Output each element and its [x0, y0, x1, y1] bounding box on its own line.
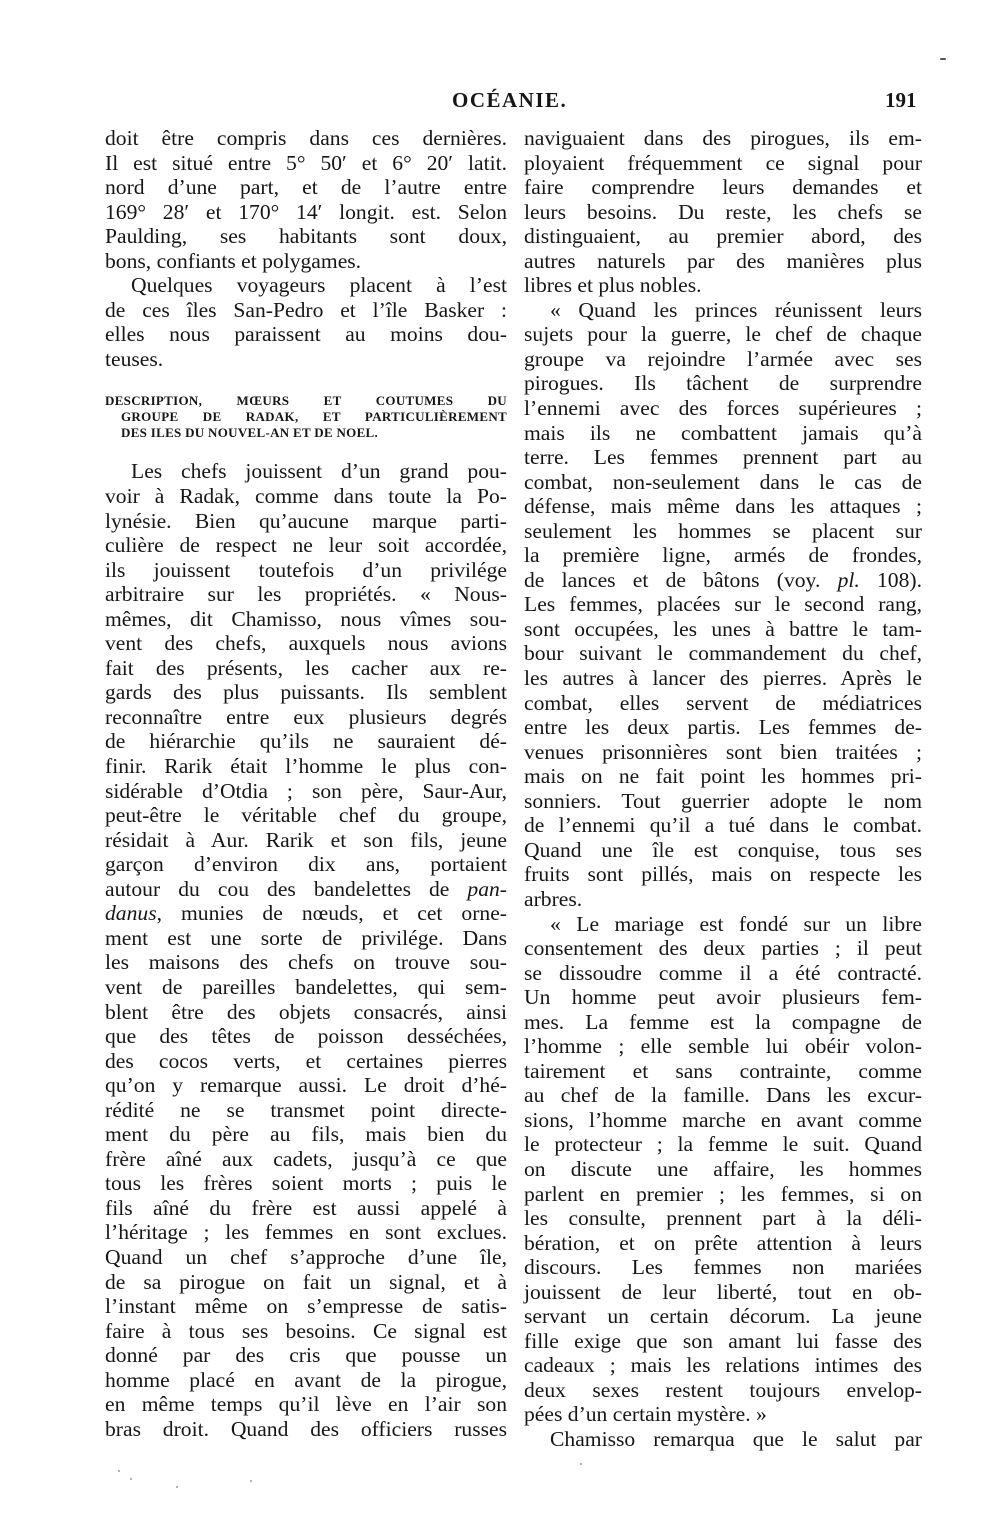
text-line: mes. La femme est la compagne de [524, 1009, 922, 1034]
text-line: résidait à Aur. Rarik et son fils, jeune [105, 827, 507, 852]
text-line: venues prisonnières sont bien traitées ; [524, 739, 922, 764]
text-line: vent de pareilles bandelettes, qui sem- [105, 974, 507, 999]
text-line: que des têtes de poisson desséchées, [105, 1024, 507, 1049]
text-line: l’ennemi avec des forces supérieures ; [524, 396, 922, 421]
text-line: doit être compris dans ces dernières. [105, 126, 507, 150]
text-line: pirogues. Ils tâchent de surprendre [524, 371, 922, 396]
text-line: pées d’un certain mystère. » [524, 1402, 767, 1427]
text-line: frère aîné aux cadets, jusqu’à ce que [105, 1146, 507, 1171]
text-line: fille exige que son amant lui fasse des [524, 1328, 922, 1353]
text-line: les consulte, prennent part à la déli- [524, 1206, 922, 1231]
text-line: discours. Les femmes non mariées [524, 1255, 922, 1280]
heading-line: GROUPE DE RADAK, ET PARTICULIÈREMENT [121, 409, 507, 425]
paragraph [524, 298, 922, 912]
text-line: voir à Radak, comme dans toute la Po- [105, 484, 507, 509]
scan-speck [580, 1463, 582, 1465]
text-line: Quelques voyageurs placent à l’est [131, 273, 507, 298]
text-line: combat, non-seulement dans le cas de [524, 469, 922, 494]
paragraph [105, 459, 507, 1441]
text-line: des cocos verts, et certaines pierres [105, 1048, 507, 1073]
text-line: de sa pirogue on fait un signal, et à [105, 1269, 507, 1294]
text-line: nord d’une part, et de l’autre entre [105, 175, 507, 200]
paragraph [105, 273, 507, 371]
text-line: elles nous paraissent au moins dou- [105, 322, 507, 347]
running-header [0, 88, 1000, 118]
text-line: qu’on y remarque aussi. Le droit d’hé- [105, 1073, 507, 1098]
text-line: Les chefs jouissent d’un grand pou- [131, 459, 507, 484]
text-line: Quand une île est conquise, tous ses [524, 837, 922, 862]
text-line: ment est une sorte de privilége. Dans [105, 925, 507, 950]
italic-plate-abbrev: pl. [837, 567, 860, 592]
text-line: tous les frères soient morts ; puis le [105, 1171, 507, 1196]
text-line: donné par des cris que pousse un [105, 1343, 507, 1368]
text-line: les autres à lancer des pierres. Après le [524, 666, 922, 691]
text-line: mais on ne fait point les hommes pri- [524, 764, 922, 789]
left-column [105, 126, 507, 1441]
text-line: autres naturels par des manières plus [524, 248, 922, 273]
text-line: faire comprendre leurs demandes et [524, 175, 922, 200]
text-line: « Le mariage est fondé sur un libre [550, 911, 922, 936]
text-line: homme placé en avant de la pirogue, [105, 1367, 507, 1392]
paragraph [524, 126, 922, 298]
text-line-italic-pandanus: danus, munies de nœuds, et cet orne- [105, 901, 507, 926]
text-line: groupe va rejoindre l’armée avec ses [524, 346, 922, 371]
text-line: de l’ennemi qu’il a tué dans le combat. [524, 813, 922, 838]
text-line: distinguaient, au premier abord, des [524, 224, 922, 249]
text-line: fruits sont pillés, mais on respecte les [524, 862, 922, 887]
text-line: sidérable d’Otdia ; son père, Saur-Aur, [105, 778, 507, 803]
text-line: tairement et sans contrainte, comme [524, 1058, 922, 1083]
text-line-italic-pandanus: autour du cou des bandelettes de pan- [105, 876, 507, 901]
text-line: leurs besoins. Du reste, les chefs se [524, 199, 922, 224]
text-line-citation [524, 568, 922, 593]
text-line: l’instant même on s’empresse de satis- [105, 1294, 507, 1319]
paragraph [105, 126, 507, 273]
text-line: Paulding, ses habitants sont doux, [105, 224, 507, 249]
text-line: finir. Rarik était l’homme le plus con- [105, 754, 507, 779]
text-line: seulement les hommes se placent sur [524, 518, 922, 543]
text-line: teuses. [105, 346, 164, 371]
text-line: servant un certain décorum. La jeune [524, 1304, 922, 1329]
text-line: fils aîné du frère est aussi appelé à [105, 1195, 507, 1220]
text-line: blent être des objets consacrés, ainsi [105, 999, 507, 1024]
text-line: mais ils ne combattent jamais qu’à [524, 420, 922, 445]
text-line: fait des présents, les cacher aux re- [105, 655, 507, 680]
italic-term: pan- [467, 876, 507, 901]
right-column [524, 126, 922, 1452]
text-line: sions, l’homme marche en avant comme [524, 1107, 922, 1132]
running-title: OCÉANIE. [452, 88, 568, 112]
text-line: Chamisso remarqua que le salut par [550, 1426, 922, 1451]
text-line: vent des chefs, auxquels nous avions [105, 631, 507, 656]
text-line: arbres. [524, 886, 583, 911]
text-line: consentement des deux parties ; il peut [524, 936, 922, 961]
text-line: les maisons des chefs on trouve sou- [105, 950, 507, 975]
text-line: faire à tous ses besoins. Ce signal est [105, 1318, 507, 1343]
text-line: sonniers. Tout guerrier adopte le nom [524, 788, 922, 813]
scan-speck [176, 1486, 178, 1488]
scan-speck [940, 58, 946, 60]
text-line: le protecteur ; la femme le suit. Quand [524, 1132, 922, 1157]
text-line: on discute une affaire, les hommes [524, 1156, 922, 1181]
text-line: bons, confiants et polygames. [105, 248, 362, 273]
text-line: ployaient fréquemment ce signal pour [524, 150, 922, 175]
text-line: défense, mais même dans les attaques ; [524, 494, 922, 519]
text-line: Il est situé entre 5° 50′ et 6° 20′ latit. [105, 150, 507, 175]
text-line: culière de respect ne leur soit accordée, [105, 533, 507, 558]
scan-speck [130, 1478, 132, 1480]
text-line: reconnaître entre eux plusieurs degrés [105, 704, 507, 729]
heading-line: DES ILES DU NOUVEL-AN ET DE NOEL. [121, 425, 379, 441]
text-line: Quand un chef s’approche d’une île, [105, 1244, 507, 1269]
heading-line: DESCRIPTION, MŒURS ET COUTUMES DU [105, 393, 507, 409]
text-line: bour suivant le commandement du chef, [524, 641, 922, 666]
text-line: terre. Les femmes prennent part au [524, 445, 922, 470]
text-line: combat, elles servent de médiatrices [524, 690, 922, 715]
text-line: la première ligne, armés de frondes, [524, 543, 922, 568]
text-line: gards des plus puissants. Ils semblent [105, 680, 507, 705]
text-line: ment du père au fils, mais bien du [105, 1122, 507, 1147]
text-line: en même temps qu’il lève en l’air son [105, 1392, 507, 1417]
text-line: cadeaux ; mais les relations intimes des [524, 1353, 922, 1378]
text-line: bras droit. Quand des officiers russes [105, 1416, 507, 1441]
text-line: sujets pour la guerre, le chef de chaque [524, 322, 922, 347]
scan-speck [118, 1470, 120, 1472]
page-number: 191 [885, 88, 917, 112]
text-line: garçon d’environ dix ans, portaient [105, 852, 507, 877]
text-line: arbitraire sur les propriétés. « Nous- [105, 582, 507, 607]
text-line: Un homme peut avoir plusieurs fem- [524, 985, 922, 1010]
text-line: peut-être le véritable chef du groupe, [105, 803, 507, 828]
text-line: 169° 28′ et 170° 14′ longit. est. Selon [105, 199, 507, 224]
text-line: lynésie. Bien qu’aucune marque parti- [105, 508, 507, 533]
text-line: sont occupées, les unes à battre le tam- [524, 616, 922, 641]
text-line: naviguaient dans des pirogues, ils em- [524, 126, 922, 150]
text-line: se dissoudre comme il a été contracté. [524, 960, 922, 985]
text-line: l’homme ; elle semble lui obéir volon- [524, 1034, 922, 1059]
scan-speck [250, 1480, 252, 1482]
text-line: rédité ne se transmet point directe- [105, 1097, 507, 1122]
text-line: deux sexes restent toujours envelop- [524, 1377, 922, 1402]
paragraph [524, 1427, 922, 1452]
text-line: bération, et on prête attention à leurs [524, 1230, 922, 1255]
text-line: Les femmes, placées sur le second rang, [524, 592, 922, 617]
paragraph [524, 912, 922, 1427]
text-line: de ces îles San-Pedro et l’île Basker : [105, 297, 507, 322]
text-line: l’héritage ; les femmes en sont exclues. [105, 1220, 507, 1245]
text-line: « Quand les princes réunissent leurs [550, 297, 922, 322]
text-line: mêmes, dit Chamisso, nous vîmes sou- [105, 606, 507, 631]
citation-text: 108). [859, 567, 922, 592]
text-line: jouissent de leur liberté, tout en ob- [524, 1279, 922, 1304]
citation-text: de lances et de bâtons (voy. [524, 567, 838, 592]
text-line: entre les deux partis. Les femmes de- [524, 715, 922, 740]
text-line: parlent en premier ; les femmes, si on [524, 1181, 922, 1206]
italic-term: danus [105, 901, 157, 926]
text-line: au chef de la famille. Dans les excur- [524, 1083, 922, 1108]
section-heading [105, 393, 507, 441]
text-line: ils jouissent toutefois d’un privilége [105, 557, 507, 582]
text-line: de hiérarchie qu’ils ne sauraient dé- [105, 729, 507, 754]
text-line: libres et plus nobles. [524, 273, 702, 298]
